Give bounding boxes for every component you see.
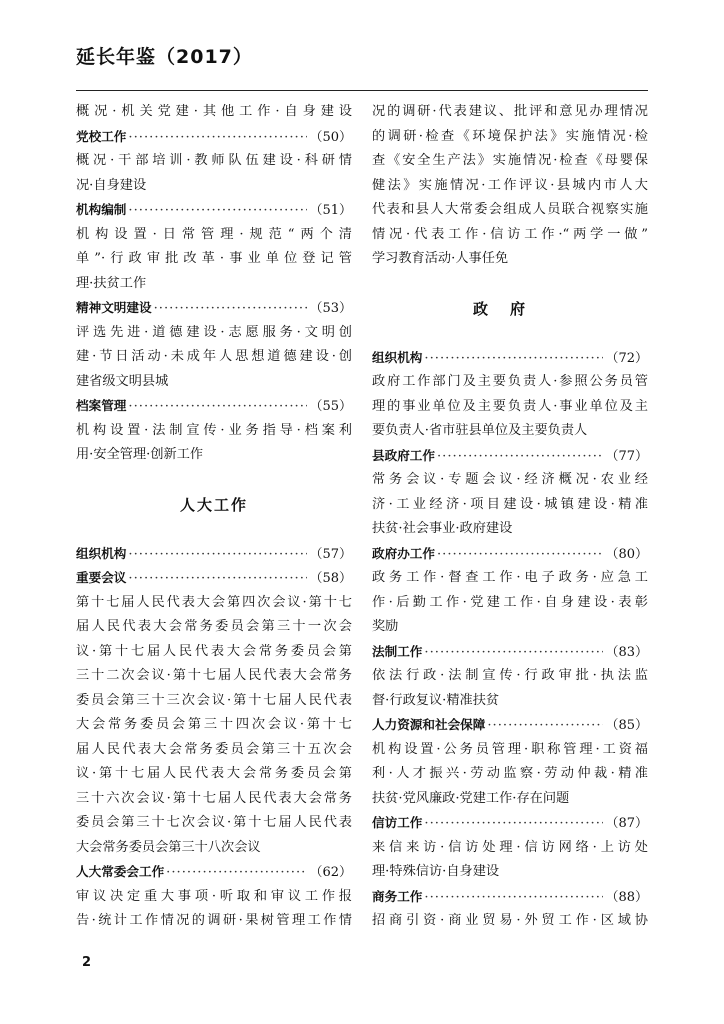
- toc-subtopics: 委员会第三十三次会议·第十七届人民代表: [76, 692, 352, 708]
- toc-subtopics: 督·行政复议·精准扶贫: [372, 692, 500, 708]
- toc-entry-page: （83）: [605, 644, 648, 660]
- toc-entry-page: （88）: [605, 889, 648, 905]
- toc-subtopics: 况的调研·代表建议、批评和意见办理情况: [372, 104, 648, 119]
- toc-entry[interactable]: [76, 542, 352, 567]
- toc-subtopics: 学习教育活动·人事任免: [372, 251, 509, 266]
- dot-leader: [437, 543, 603, 567]
- section-heading: 政府: [472, 300, 547, 318]
- dot-leader: [166, 861, 307, 885]
- toc-entry-page: （80）: [605, 546, 648, 562]
- toc-entry-title: 县政府工作: [372, 447, 435, 463]
- toc-subtopics: 政务工作·督查工作·电子政务·应急工: [372, 570, 648, 585]
- dot-leader: [487, 714, 603, 738]
- toc-subtopics: 第十七届人民代表大会第四次会议·第十七: [76, 594, 352, 610]
- toc-subtopics: 议·第十七届人民代表大会常务委员会第: [76, 643, 352, 659]
- toc-entry-title: 档案管理: [76, 398, 127, 413]
- toc-subtopics: 议·第十七届人民代表大会常务委员会第: [76, 766, 352, 781]
- toc-entry-title: 信访工作: [372, 815, 423, 830]
- dot-leader: [128, 543, 307, 567]
- toc-subtopics: 奖励: [372, 619, 399, 634]
- toc-subtopics: 健法》实施情况·工作评议·县城内市人大: [372, 177, 648, 193]
- toc-subtopics: 机构设置·日常管理·规范“两个清: [76, 226, 352, 242]
- header-rule: [76, 90, 648, 91]
- dot-leader: [154, 297, 308, 321]
- toc-subtopics: 依法行政·法制宣传·行政审批·执法监: [372, 668, 648, 683]
- toc-subtopics: 理·特殊信访·自身建设: [372, 864, 500, 879]
- toc-subtopics: 建省级文明县城: [76, 373, 169, 389]
- toc-entry[interactable]: [76, 394, 352, 419]
- toc-subtopics: 委员会第三十七次会议·第十七届人民代表: [76, 815, 352, 830]
- toc-subtopics: 招商引资·商业贸易·外贸工作·区域协: [372, 913, 648, 928]
- toc-entry-title: 政府办工作: [372, 545, 435, 561]
- toc-subtopics: 扶贫·党风廉政·党建工作·存在问题: [372, 790, 570, 806]
- toc-entry-title: 组织机构: [76, 545, 127, 561]
- toc-entry[interactable]: [372, 542, 648, 567]
- toc-subtopics: 建·节日活动·未成年人思想道德建设·创: [76, 349, 352, 364]
- toc-entry-page: （72）: [605, 350, 648, 366]
- toc-subtopics: 用·安全管理·创新工作: [76, 447, 204, 462]
- toc-subtopics: 利·人才振兴·劳动监察·劳动仲裁·精准: [372, 766, 648, 781]
- toc-subtopics: 政府工作部门及主要负责人·参照公务员管: [372, 374, 648, 389]
- toc-subtopics: 代表和县人大常委会组成人员联合视察实施: [372, 202, 648, 217]
- page-number: 2: [82, 955, 92, 970]
- toc-entry-page: （55）: [309, 399, 352, 414]
- dot-leader: [128, 199, 307, 223]
- toc-entry[interactable]: [76, 198, 352, 223]
- toc-entry-title: 党校工作: [76, 128, 127, 144]
- toc-subtopics: 概况·机关党建·其他工作·自身建设: [76, 104, 352, 119]
- toc-entry-title: 人力资源和社会保障: [372, 717, 486, 732]
- toc-entry-title: 组织机构: [372, 349, 423, 365]
- section-heading: 人大工作: [179, 496, 248, 514]
- toc-subtopics: 扶贫·社会事业·政府建设: [372, 521, 513, 536]
- dot-leader: [424, 886, 603, 910]
- left-column: [76, 100, 352, 934]
- dot-leader: [424, 347, 603, 371]
- toc-entry-page: （53）: [309, 301, 352, 316]
- toc-subtopics: 大会常务委员会第三十八次会议: [76, 839, 261, 855]
- toc-subtopics: 要负责人·省市驻县单位及主要负责人: [372, 423, 588, 438]
- right-column: [372, 100, 648, 934]
- toc-entry-title: 重要会议: [76, 570, 127, 585]
- toc-subtopics: 大会常务委员会第三十四次会议·第十七: [76, 717, 352, 732]
- toc-entry[interactable]: [76, 296, 352, 321]
- toc-entry-title: 法制工作: [372, 643, 423, 659]
- toc-subtopics: 单”·行政审批改革·事业单位登记管: [76, 251, 352, 266]
- toc-entry-page: （85）: [605, 718, 648, 733]
- toc-entry[interactable]: [372, 640, 648, 665]
- toc-subtopics: 机构设置·法制宣传·业务指导·档案利: [76, 422, 352, 438]
- toc-entry-title: 人大常委会工作: [76, 864, 165, 879]
- toc-subtopics: 来信来访·信访处理·信访网络·上访处: [372, 839, 648, 855]
- dot-leader: [424, 812, 603, 836]
- toc-entry[interactable]: [372, 713, 648, 738]
- toc-entry[interactable]: [372, 885, 648, 910]
- toc-subtopics: 告·统计工作情况的调研·果树管理工作情: [76, 913, 352, 928]
- toc-entry-page: （77）: [605, 448, 648, 464]
- toc-subtopics: 届人民代表大会常务委员会第三十一次会: [76, 619, 352, 634]
- toc-subtopics: 三十六次会议·第十七届人民代表大会常务: [76, 790, 352, 806]
- toc-entry-page: （57）: [309, 546, 352, 562]
- toc-subtopics: 概况·干部培训·教师队伍建设·科研情: [76, 153, 352, 168]
- toc-subtopics: 的调研·检查《环境保护法》实施情况·检: [372, 128, 648, 144]
- toc-subtopics: 理的事业单位及主要负责人·事业单位及主: [372, 398, 648, 414]
- toc-entry[interactable]: [76, 125, 352, 150]
- toc-entry-title: 商务工作: [372, 888, 423, 904]
- dot-leader: [128, 126, 307, 150]
- toc-entry-title: 精神文明建设: [76, 300, 152, 315]
- toc-entry-page: （62）: [309, 865, 352, 880]
- toc-subtopics: 作·后勤工作·党建工作·自身建设·表彰: [372, 594, 648, 610]
- toc-subtopics: 审议决定重大事项·听取和审议工作报: [76, 888, 352, 904]
- toc-entry[interactable]: [372, 346, 648, 371]
- toc-subtopics: 届人民代表大会常务委员会第三十五次会: [76, 741, 352, 757]
- dot-leader: [128, 567, 307, 591]
- dot-leader: [424, 641, 603, 665]
- toc-entry[interactable]: [76, 566, 352, 591]
- dot-leader: [128, 395, 307, 419]
- toc-entry[interactable]: [372, 444, 648, 469]
- toc-subtopics: 查《安全生产法》实施情况·检查《母婴保: [372, 153, 648, 168]
- toc-subtopics: 况·自身建设: [76, 177, 147, 193]
- toc-subtopics: 常务会议·专题会议·经济概况·农业经: [372, 472, 648, 487]
- toc-entry-page: （58）: [309, 571, 352, 586]
- toc-subtopics: 情况·代表工作·信访工作·“两学一做”: [372, 226, 648, 242]
- toc-entry-page: （51）: [309, 203, 352, 218]
- toc-subtopics: 济·工业经济·项目建设·城镇建设·精准: [372, 496, 648, 512]
- toc-entry-page: （87）: [605, 816, 648, 831]
- toc-entry-page: （50）: [309, 129, 352, 145]
- toc-subtopics: 三十二次会议·第十七届人民代表大会常务: [76, 668, 352, 683]
- toc-subtopics: 评选先进·道德建设·志愿服务·文明创: [76, 324, 352, 340]
- toc-subtopics: 理·扶贫工作: [76, 275, 147, 291]
- toc-entry-title: 机构编制: [76, 202, 127, 217]
- toc-entry[interactable]: [76, 860, 352, 885]
- toc-entry[interactable]: [372, 811, 648, 836]
- running-header: 延长年鉴（2017）: [76, 46, 253, 68]
- toc-subtopics: 机构设置·公务员管理·职称管理·工资福: [372, 741, 648, 757]
- dot-leader: [437, 445, 603, 469]
